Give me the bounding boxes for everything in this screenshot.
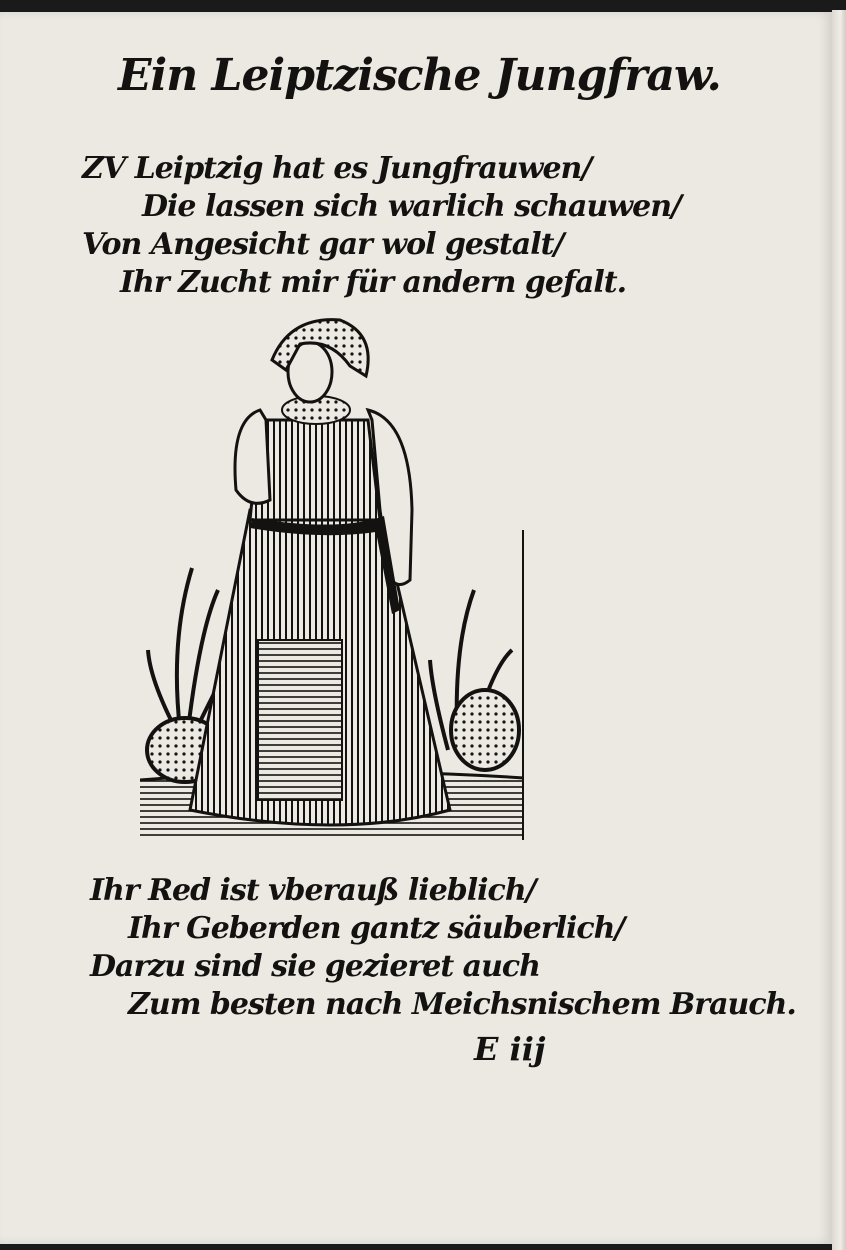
woodcut-illustration bbox=[140, 310, 524, 850]
verse-line: Darzu sind sie gezieret auch bbox=[90, 949, 540, 984]
verse-line: Ihr Red ist vberauß lieblich/ bbox=[90, 873, 536, 908]
verse-line: Ihr Geberden gantz säuberlich/ bbox=[128, 911, 625, 946]
page-title: Ein Leiptzische Jungfraw. bbox=[118, 50, 721, 101]
page-edge bbox=[832, 10, 846, 1250]
verse-line: Von Angesicht gar wol gestalt/ bbox=[82, 227, 564, 262]
apron bbox=[258, 640, 342, 800]
signature-mark: E iij bbox=[474, 1030, 546, 1068]
verse-line: ZV Leiptzig hat es Jungfrauwen/ bbox=[82, 151, 592, 186]
left-sleeve bbox=[235, 410, 270, 503]
right-plant bbox=[430, 590, 519, 770]
verse-line: Die lassen sich warlich schauwen/ bbox=[142, 189, 681, 224]
verse-line: Zum besten nach Meichsnischem Brauch. bbox=[128, 987, 796, 1022]
verse-top bbox=[82, 150, 681, 302]
verse-bottom bbox=[90, 872, 796, 1024]
verse-line: Ihr Zucht mir für andern gefalt. bbox=[120, 265, 627, 300]
